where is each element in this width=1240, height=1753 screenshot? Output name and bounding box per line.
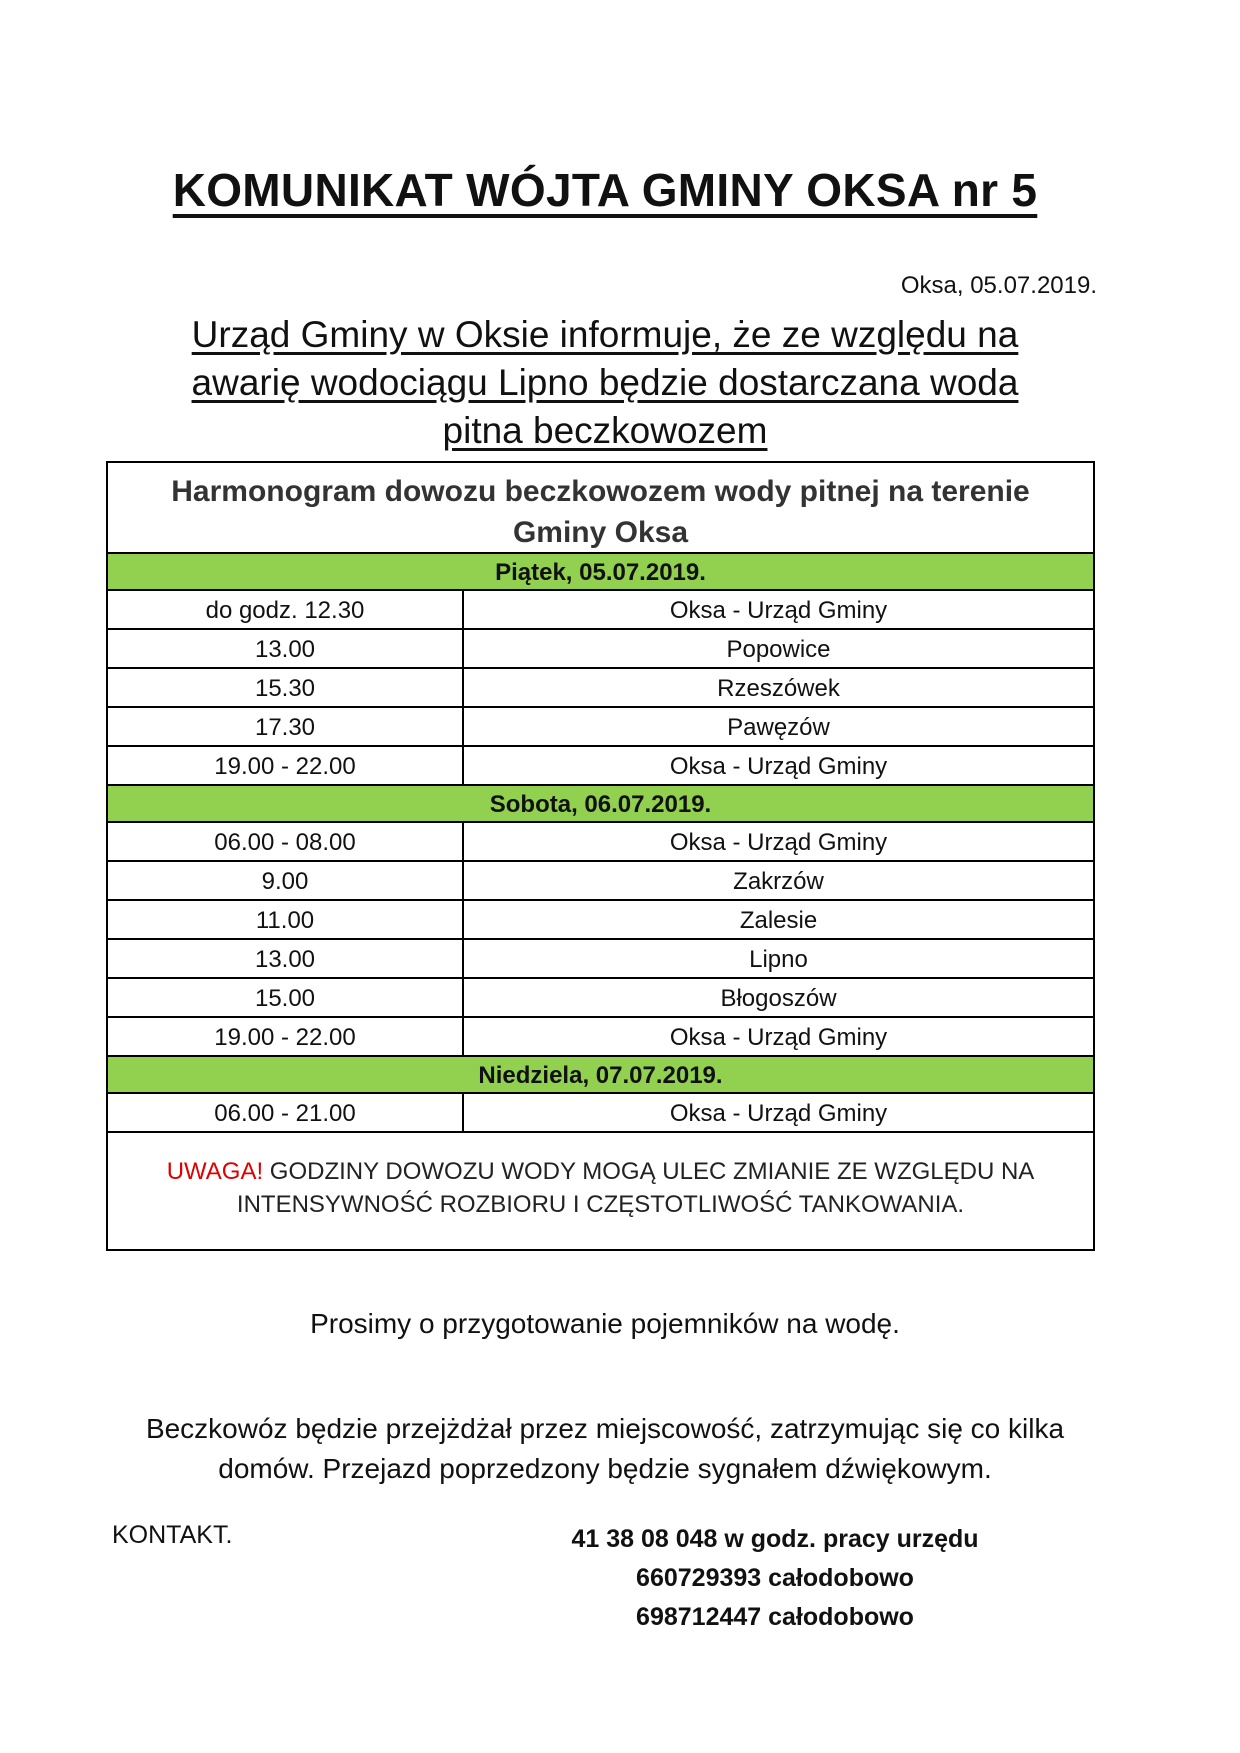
place-cell: Lipno xyxy=(749,946,808,973)
warning-line: INTENSYWNOŚĆ ROZBIORU I CZĘSTOTLIWOŚĆ TANKOWANIA. xyxy=(236,1191,965,1218)
table-row xyxy=(108,862,1093,901)
time-cell: do godz. 12.30 xyxy=(108,591,464,628)
place-cell: Oksa - Urząd Gminy xyxy=(669,1024,888,1051)
time-cell: 13.00 xyxy=(108,940,464,977)
day-header: Piątek, 05.07.2019. xyxy=(108,554,1093,591)
place-date: Oksa, 05.07.2019. xyxy=(900,272,1097,299)
place-cell: Błogoszów xyxy=(720,985,837,1012)
schedule-heading-line: Gminy Oksa xyxy=(512,516,689,549)
warning-line xyxy=(108,1155,1093,1188)
time-cell: 15.30 xyxy=(108,669,464,706)
time-cell: 19.00 - 22.00 xyxy=(108,747,464,784)
table-row xyxy=(108,747,1093,786)
table-row xyxy=(108,630,1093,669)
warning-text: GODZINY DOWOZU WODY MOGĄ ULEC ZMIANIE ZE WZGLĘDU NA xyxy=(263,1158,1035,1185)
transit-line: Beczkowóz będzie przejżdżał przez miejscowość, zatrzymując się co kilka xyxy=(145,1413,1065,1444)
time-cell: 11.00 xyxy=(108,901,464,938)
notice-line: awarię wodociągu Lipno będzie dostarczana woda xyxy=(191,362,1019,403)
time-cell: 15.00 xyxy=(108,979,464,1016)
place-cell: Zalesie xyxy=(739,907,818,934)
table-row xyxy=(108,708,1093,747)
place-cell: Oksa - Urząd Gminy xyxy=(669,753,888,780)
place-cell: Zakrzów xyxy=(733,868,824,895)
document-title: KOMUNIKAT WÓJTA GMINY OKSA nr 5 xyxy=(172,164,1038,216)
place-cell: Oksa - Urząd Gminy xyxy=(669,597,888,624)
time-cell: 06.00 - 21.00 xyxy=(108,1094,464,1131)
time-cell: 06.00 - 08.00 xyxy=(108,823,464,860)
day-header: Niedziela, 07.07.2019. xyxy=(108,1057,1093,1094)
schedule-heading-line: Harmonogram dowozu beczkowozem wody pitnej na terenie xyxy=(171,475,1030,508)
contact-label: KONTAKT. xyxy=(112,1521,233,1549)
table-row xyxy=(108,940,1093,979)
place-cell: Pawęzów xyxy=(727,714,830,741)
table-row xyxy=(108,591,1093,630)
time-cell: 19.00 - 22.00 xyxy=(108,1018,464,1055)
transit-line: domów. Przejazd poprzedzony będzie sygnałem dźwiękowym. xyxy=(218,1453,992,1484)
warning-note xyxy=(108,1133,1093,1221)
table-row xyxy=(108,823,1093,862)
place-cell: Rzeszówek xyxy=(717,675,840,702)
table-row xyxy=(108,901,1093,940)
place-cell: Popowice xyxy=(726,636,831,663)
time-cell: 13.00 xyxy=(108,630,464,667)
table-row xyxy=(108,1094,1093,1133)
notice-line: pitna beczkowozem xyxy=(442,410,768,451)
contact-line: 698712447 całodobowo xyxy=(636,1603,914,1631)
table-row xyxy=(108,669,1093,708)
notice-paragraph xyxy=(130,311,1080,455)
place-cell: Oksa - Urząd Gminy xyxy=(669,829,888,856)
time-cell: 17.30 xyxy=(108,708,464,745)
transit-info xyxy=(100,1409,1110,1489)
contact-numbers xyxy=(560,1520,990,1637)
place-cell: Oksa - Urząd Gminy xyxy=(669,1100,888,1127)
request-text: Prosimy o przygotowanie pojemników na wodę. xyxy=(310,1308,900,1339)
table-row xyxy=(108,1018,1093,1057)
time-cell: 9.00 xyxy=(108,862,464,899)
notice-line: Urząd Gminy w Oksie informuje, że ze względu na xyxy=(191,314,1019,355)
schedule-table xyxy=(106,461,1095,1251)
contact-line: 41 38 08 048 w godz. pracy urzędu xyxy=(571,1525,979,1553)
contact-line: 660729393 całodobowo xyxy=(636,1564,914,1592)
table-row xyxy=(108,979,1093,1018)
schedule-heading xyxy=(108,463,1093,554)
warning-word: UWAGA! xyxy=(166,1158,264,1185)
day-header: Sobota, 06.07.2019. xyxy=(108,786,1093,823)
